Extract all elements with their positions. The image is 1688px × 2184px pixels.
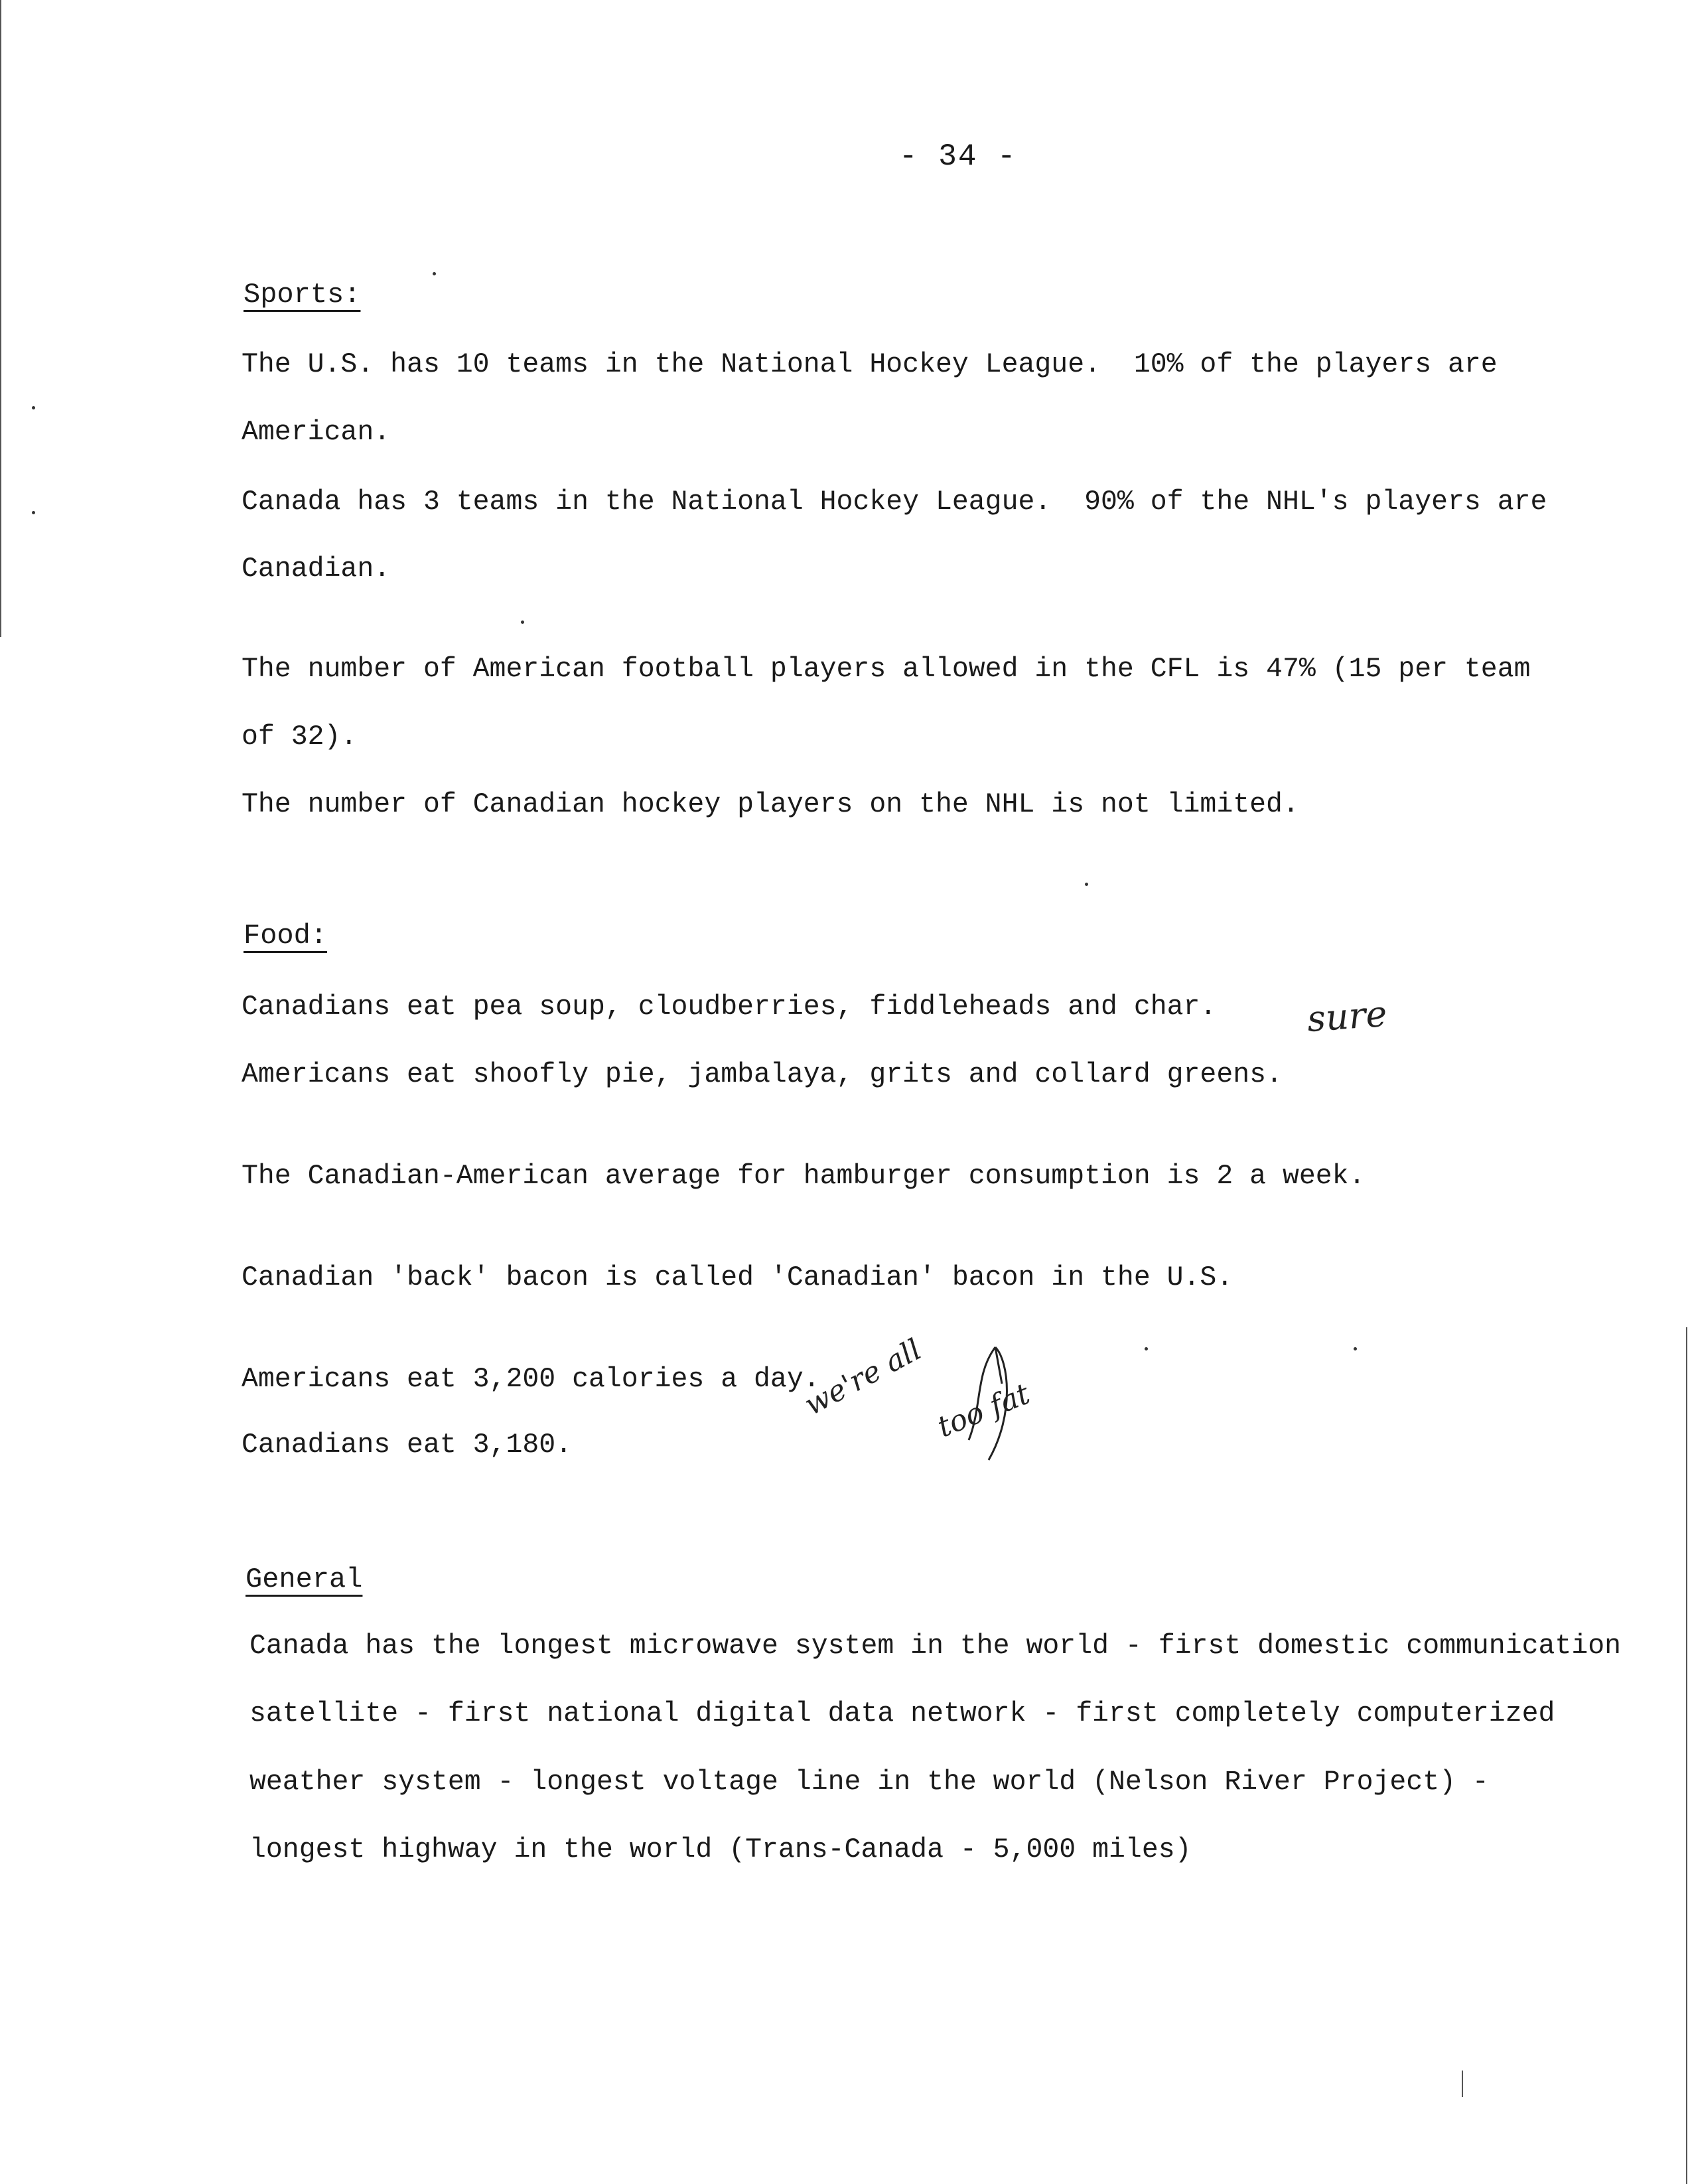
handwritten-margin-note: sure	[1305, 992, 1389, 1041]
general-line: longest highway in the world (Trans-Canada - 5,000 miles)	[249, 1834, 1192, 1865]
general-line: Canada has the longest microwave system in the world - first domestic communication	[249, 1631, 1622, 1662]
sports-line: The number of Canadian hockey players on the NHL is not limited.	[242, 789, 1299, 820]
sports-heading: Sports:	[244, 279, 361, 311]
sports-line: of 32).	[242, 721, 358, 753]
page-number: - 34 -	[899, 139, 1017, 174]
sports-line: Canada has 3 teams in the National Hockey League. 90% of the NHL's players are	[242, 486, 1547, 518]
scan-speck	[32, 406, 35, 409]
general-line: weather system - longest voltage line in the world (Nelson River Project) -	[249, 1767, 1489, 1798]
scan-speck	[1354, 1347, 1357, 1350]
scan-speck	[433, 272, 436, 275]
sports-line: American.	[242, 417, 391, 448]
sports-line: The U.S. has 10 teams in the National Hockey League. 10% of the players are	[242, 349, 1498, 380]
food-line: Americans eat 3,200 calories a day.	[242, 1364, 820, 1395]
food-line: Canadians eat pea soup, cloudberries, fiddleheads and char.	[242, 991, 1217, 1023]
scan-speck	[521, 620, 524, 624]
food-heading: Food:	[244, 920, 328, 952]
handwritten-calories-note-line2: too fat	[932, 1376, 1035, 1445]
food-line: Canadians eat 3,180.	[242, 1429, 573, 1461]
scan-edge-right	[1686, 1327, 1687, 2184]
food-line: Americans eat shoofly pie, jambalaya, grits and collard greens.	[242, 1059, 1283, 1090]
handwritten-calories-note-line1: we're all	[799, 1333, 928, 1422]
general-heading: General	[246, 1564, 363, 1595]
scan-speck	[1085, 883, 1088, 886]
scan-mark	[1462, 2071, 1463, 2097]
food-line: Canadian 'back' bacon is called 'Canadian' bacon in the U.S.	[242, 1262, 1233, 1293]
scan-edge-left	[0, 0, 1, 637]
scan-speck	[1145, 1347, 1148, 1350]
general-line: satellite - first national digital data network - first completely computerized	[249, 1698, 1555, 1729]
scan-speck	[32, 511, 35, 514]
sports-line: Canadian.	[242, 553, 391, 585]
handwritten-bracket-mark	[955, 1334, 1035, 1467]
food-line: The Canadian-American average for hamburger consumption is 2 a week.	[242, 1161, 1366, 1192]
sports-line: The number of American football players allowed in the CFL is 47% (15 per team	[242, 654, 1531, 685]
